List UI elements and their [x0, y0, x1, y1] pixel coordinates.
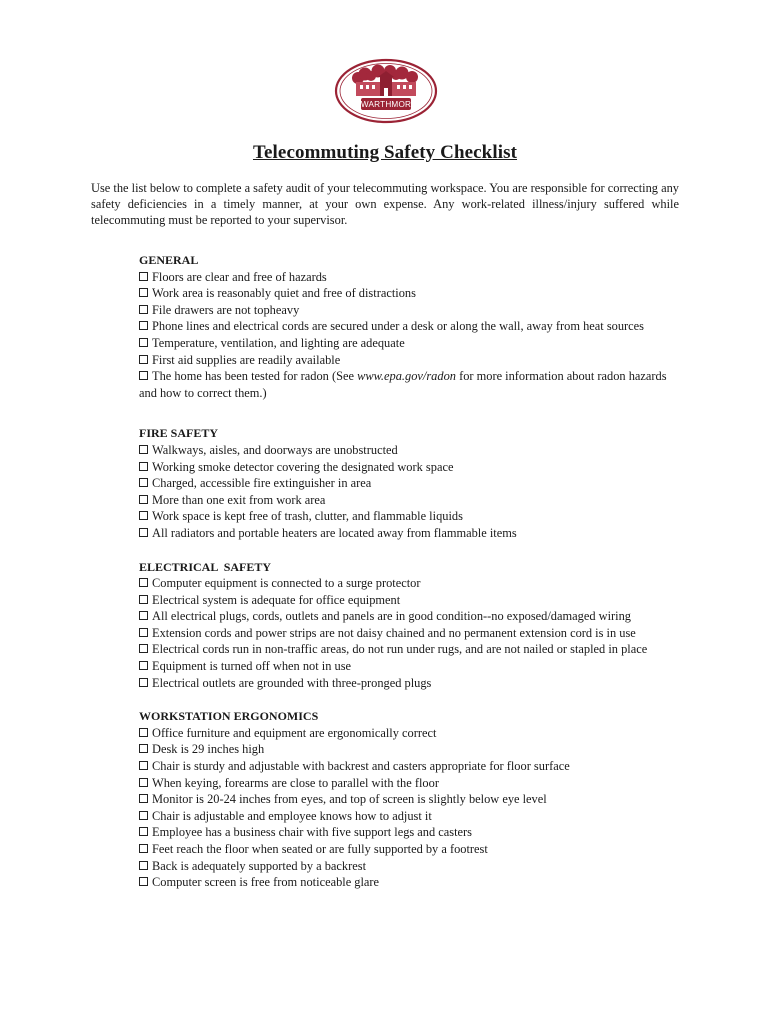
checkbox[interactable] — [139, 761, 148, 770]
checkbox[interactable] — [139, 445, 148, 454]
checklist-item[interactable]: Working smoke detector covering the designated work space — [139, 459, 684, 476]
checkbox[interactable] — [139, 495, 148, 504]
checkbox[interactable] — [139, 578, 148, 587]
checkbox[interactable] — [139, 511, 148, 520]
checkbox[interactable] — [139, 644, 148, 653]
section-heading: WORKSTATION ERGONOMICS — [139, 709, 319, 724]
checklist-item[interactable]: Feet reach the floor when seated or are fully supported by a footrest — [139, 841, 684, 858]
checkbox[interactable] — [139, 611, 148, 620]
checklist-item[interactable]: Back is adequately supported by a backrest — [139, 858, 684, 875]
checkbox[interactable] — [139, 844, 148, 853]
section-general — [139, 252, 684, 401]
checklist-item[interactable]: Electrical cords run in non-traffic areas, do not run under rugs, and are not nailed or stapled in place — [139, 641, 684, 658]
checkbox[interactable] — [139, 628, 148, 637]
checklist-item[interactable]: All electrical plugs, cords, outlets and panels are in good condition--no exposed/damaged wiring — [139, 608, 684, 625]
checkbox[interactable] — [139, 305, 148, 314]
section-fire-safety — [139, 425, 684, 541]
checkbox[interactable] — [139, 744, 148, 753]
checkbox[interactable] — [139, 728, 148, 737]
checkbox[interactable] — [139, 288, 148, 297]
checkbox[interactable] — [139, 827, 148, 836]
checklist-item[interactable]: Floors are clear and free of hazards — [139, 269, 684, 286]
checkbox[interactable] — [139, 661, 148, 670]
checklist-item[interactable]: Work space is kept free of trash, clutter, and flammable liquids — [139, 508, 684, 525]
checklist-item[interactable]: Walkways, aisles, and doorways are unobstructed — [139, 442, 684, 459]
checklist-item[interactable]: File drawers are not topheavy — [139, 302, 684, 319]
checklist-item[interactable]: Office furniture and equipment are ergonomically correct — [139, 725, 684, 742]
section-heading: GENERAL — [139, 253, 199, 267]
logo-text: SWARTHMORE — [355, 100, 417, 110]
checkbox[interactable] — [139, 338, 148, 347]
checkbox[interactable] — [139, 272, 148, 281]
checklist-item[interactable]: When keying, forearms are close to parallel with the floor — [139, 775, 684, 792]
section-heading: FIRE SAFETY — [139, 426, 219, 441]
checklist-item-radon[interactable]: The home has been tested for radon (See www.epa.gov/radon for more information about radon hazards and how to correct them.) — [139, 369, 667, 400]
checkbox[interactable] — [139, 877, 148, 886]
checkbox[interactable] — [139, 462, 148, 471]
checkbox[interactable] — [139, 861, 148, 870]
checklist-item[interactable]: More than one exit from work area — [139, 492, 684, 509]
page-title: Telecommuting Safety Checklist — [252, 142, 518, 163]
checkbox[interactable] — [139, 811, 148, 820]
intro-paragraph: Use the list below to complete a safety audit of your telecommuting workspace. You are responsible for correcting any safety deficiencies in a timely manner, at your own expense. Any work-related illness/injury suffered while telecommuting must be reported to your supervisor. — [91, 181, 679, 227]
checklist — [139, 252, 684, 891]
checklist-item[interactable]: Electrical outlets are grounded with three-pronged plugs — [139, 675, 684, 692]
checklist-item[interactable]: Computer equipment is connected to a surge protector — [139, 575, 684, 592]
checklist-item[interactable]: Employee has a business chair with five support legs and casters — [139, 824, 684, 841]
checklist-item[interactable]: Electrical system is adequate for office equipment — [139, 592, 684, 609]
checklist-item[interactable]: Computer screen is free from noticeable glare — [139, 874, 684, 891]
checklist-item[interactable]: Phone lines and electrical cords are secured under a desk or along the wall, away from heat sources — [139, 318, 684, 335]
checklist-item[interactable]: Extension cords and power strips are not daisy chained and no permanent extension cord is in use — [139, 625, 684, 642]
section-heading: ELECTRICAL SAFETY — [139, 559, 272, 574]
checkbox[interactable] — [139, 371, 148, 380]
checkbox[interactable] — [139, 794, 148, 803]
checklist-item[interactable]: Charged, accessible fire extinguisher in area — [139, 475, 684, 492]
epa-radon-link[interactable]: www.epa.gov/radon — [357, 369, 456, 384]
checklist-item[interactable]: Desk is 29 inches high — [139, 741, 684, 758]
checkbox[interactable] — [139, 678, 148, 687]
checkbox[interactable] — [139, 478, 148, 487]
checklist-item[interactable]: Work area is reasonably quiet and free of distractions — [139, 285, 684, 302]
checklist-item[interactable]: First aid supplies are readily available — [139, 352, 684, 369]
checklist-item[interactable]: Chair is adjustable and employee knows how to adjust it — [139, 808, 684, 825]
checklist-item[interactable]: Chair is sturdy and adjustable with backrest and casters appropriate for floor surface — [139, 758, 684, 775]
section-electrical-safety — [139, 559, 684, 692]
checklist-item[interactable]: Monitor is 20-24 inches from eyes, and top of screen is slightly below eye level — [139, 791, 684, 808]
checkbox[interactable] — [139, 355, 148, 364]
checkbox[interactable] — [139, 595, 148, 604]
checkbox[interactable] — [139, 778, 148, 787]
section-workstation-ergonomics — [139, 708, 684, 891]
checkbox[interactable] — [139, 528, 148, 537]
checklist-item[interactable]: Temperature, ventilation, and lighting are adequate — [139, 335, 684, 352]
checklist-item[interactable]: All radiators and portable heaters are located away from flammable items — [139, 525, 684, 542]
checklist-item[interactable]: Equipment is turned off when not in use — [139, 658, 684, 675]
swarthmore-logo — [334, 58, 438, 124]
checkbox[interactable] — [139, 321, 148, 330]
